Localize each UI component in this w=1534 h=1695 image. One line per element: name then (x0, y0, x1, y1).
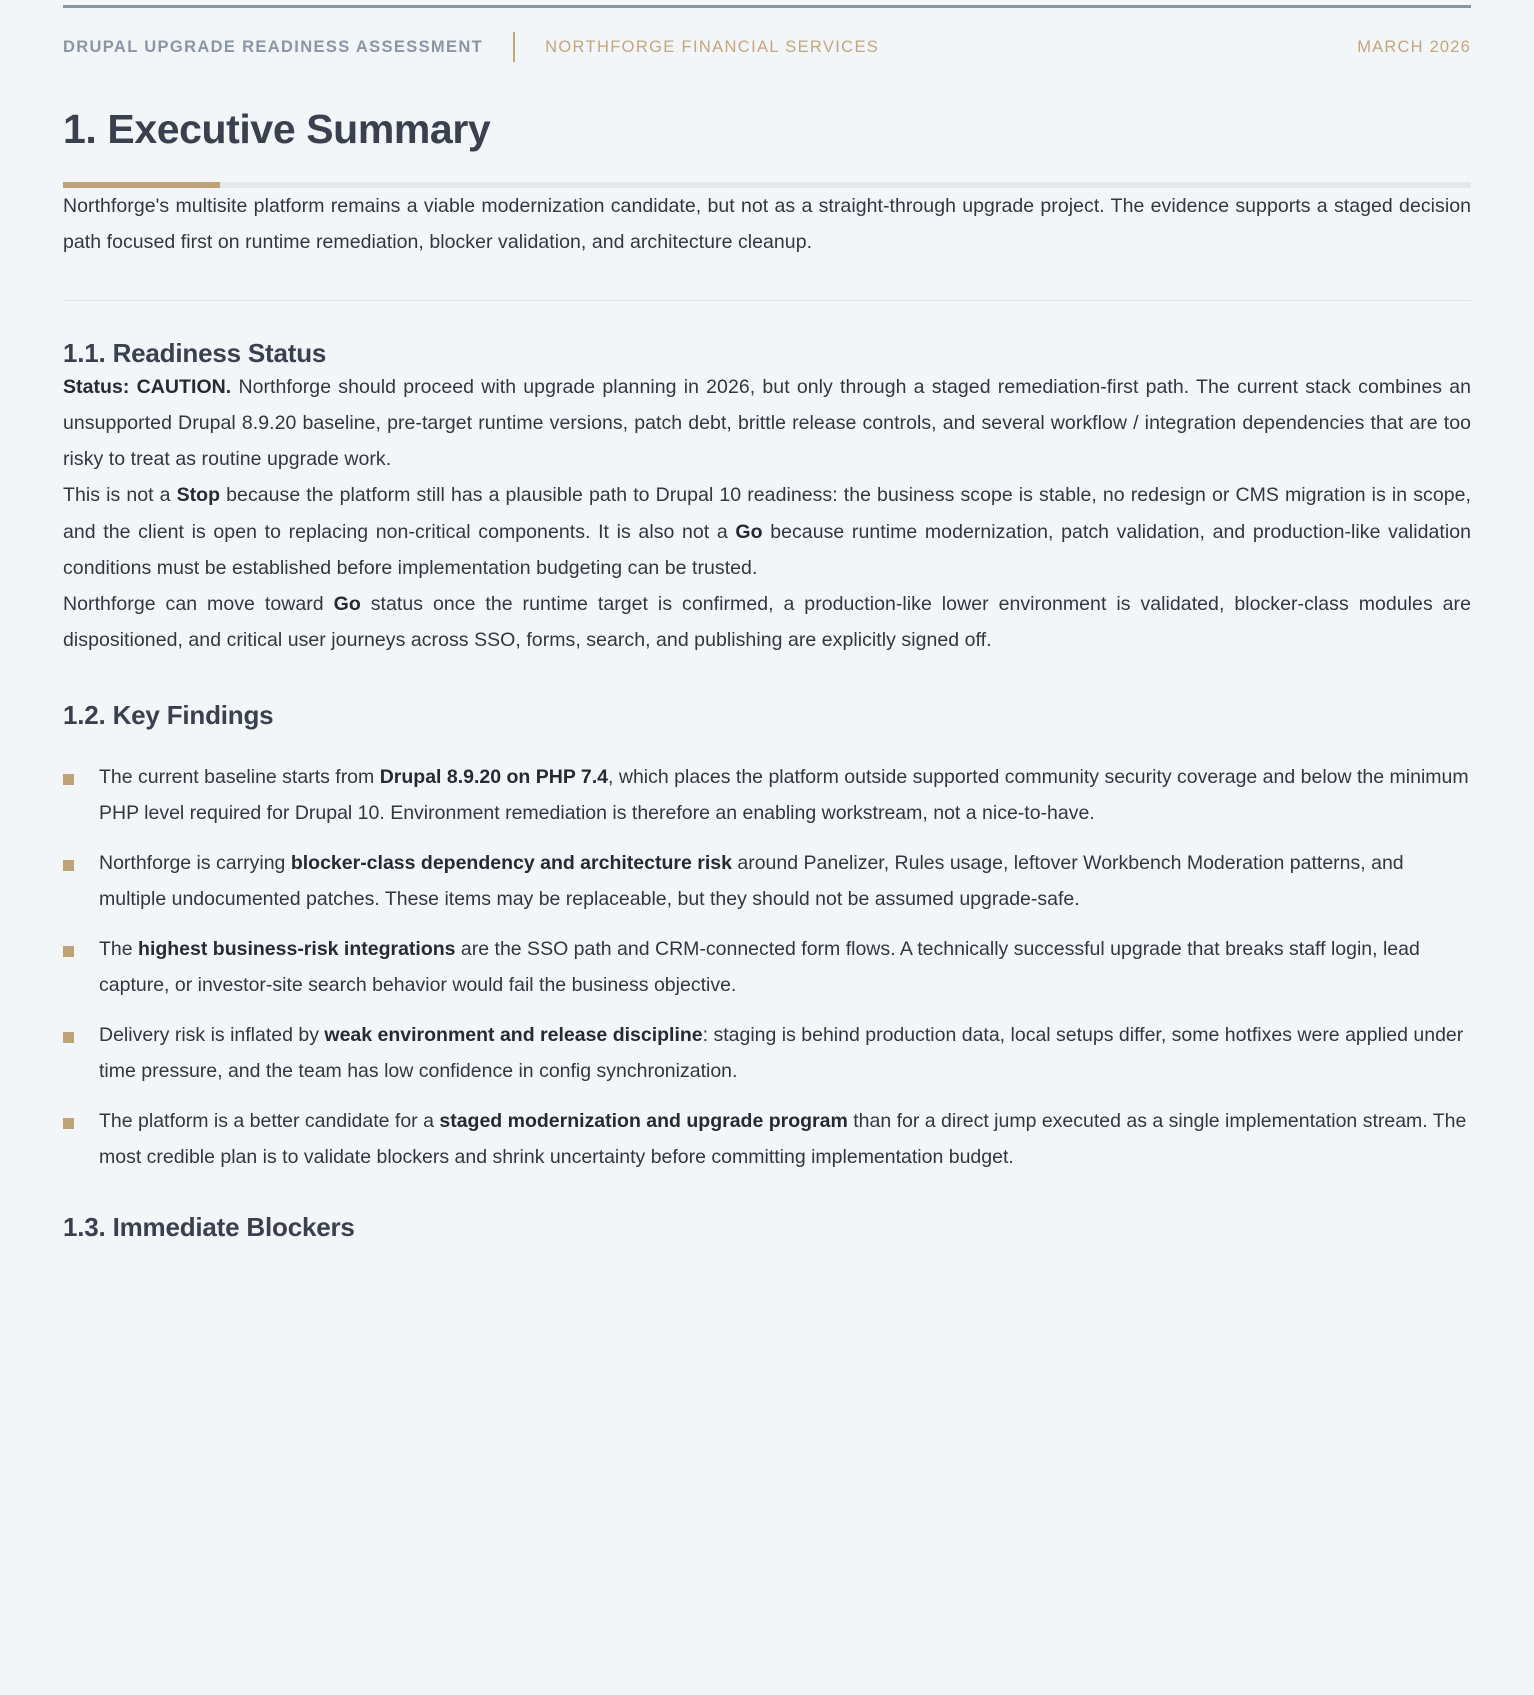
bullet-square-icon (63, 1032, 74, 1043)
readiness-paragraph-2 (63, 477, 1471, 585)
header-client-name: NORTHFORGE FINANCIAL SERVICES (545, 37, 880, 56)
header-document-title: DRUPAL UPGRADE READINESS ASSESSMENT (63, 37, 484, 56)
page-top-rule (63, 5, 1471, 8)
heading-readiness-status: 1.1. Readiness Status (63, 338, 327, 369)
finding-post: around Panelizer, Rules usage, leftover Workbench Moderation patterns, and multiple undocumented patches. These items may be replaceable, but they should not be assumed upgrade-safe. (99, 851, 1404, 910)
finding-post: are the SSO path and CRM-connected form flows. A technically successful upgrade that breaks staff login, lead capture, or investor-site search behavior would fail the business objective. (99, 938, 1420, 997)
finding-pre: Delivery risk is inflated by (99, 1024, 325, 1047)
list-item (63, 1103, 1471, 1175)
list-item (63, 931, 1471, 1003)
title-underline (63, 182, 1471, 188)
finding-bold: weak environment and release discipline (324, 1024, 703, 1047)
list-item (63, 759, 1471, 831)
finding-bold: blocker-class dependency and architecture risk (290, 851, 732, 874)
list-item (63, 1017, 1471, 1089)
status-badge: Status: CAUTION. (63, 376, 232, 399)
finding-pre: The platform is a better candidate for a (99, 1110, 440, 1133)
key-findings-list (63, 759, 1471, 1176)
section-divider (63, 300, 1471, 301)
intro-paragraph: Northforge's multisite platform remains a viable modernization candidate, but not as a straight-through upgrade project. The evidence supports a staged decision path focused first on runtime remediation, blocker validation, and architecture cleanup. (63, 195, 1471, 254)
readiness-p3-go: Go (333, 592, 361, 615)
finding-bold: highest business-risk integrations (138, 938, 456, 961)
heading-key-findings: 1.2. Key Findings (63, 699, 274, 730)
bullet-square-icon (63, 946, 74, 957)
finding-bold: staged modernization and upgrade program (439, 1110, 848, 1133)
readiness-p2-c: because the platform still has a plausible path to Drupal 10 readiness: the business scope is stable, no redesign or CMS migration is in scope, and the client is open to replacing non-critical components. It is also not a (63, 484, 1471, 543)
readiness-p3-a: Northforge can move toward (63, 592, 334, 615)
bullet-square-icon (63, 1118, 74, 1129)
bullet-square-icon (63, 774, 74, 785)
finding-post: : staging is behind production data, local setups differ, some hotfixes were applied under time pressure, and the team has low confidence in config synchronization. (99, 1024, 1464, 1083)
running-header (63, 32, 1471, 62)
finding-post: , which places the platform outside supported community security coverage and below the minimum PHP level required for Drupal 10. Environment remediation is therefore an enabling workstream, not a nice-to-have. (99, 765, 1469, 824)
header-divider (513, 32, 515, 62)
readiness-p3-c: status once the runtime target is confirmed, a production-like lower environment is validated, blocker-class modules are dispositioned, and critical user journeys across SSO, forms, search, and publishing are explicitly signed off. (63, 592, 1471, 651)
header-date: MARCH 2026 (1357, 37, 1471, 56)
readiness-p2-e: because runtime modernization, patch validation, and production-like validation conditions must be established before implementation budgeting can be trusted. (63, 520, 1472, 579)
finding-pre: The (99, 938, 139, 961)
readiness-paragraph-3 (63, 586, 1471, 658)
finding-pre: Northforge is carrying (99, 851, 291, 874)
readiness-p2-go: Go (735, 520, 763, 543)
document-page (0, 5, 1534, 1243)
title-accent-bar (63, 182, 220, 188)
heading-immediate-blockers: 1.3. Immediate Blockers (63, 1212, 355, 1243)
finding-pre: The current baseline starts from (99, 765, 380, 788)
list-item (63, 845, 1471, 917)
readiness-p2-a: This is not a (63, 484, 177, 507)
finding-post: than for a direct jump executed as a single implementation stream. The most credible plan is to validate blockers and shrink uncertainty before committing implementation budget. (99, 1110, 1467, 1169)
bullet-square-icon (63, 860, 74, 871)
readiness-paragraph-1-rest: Northforge should proceed with upgrade planning in 2026, but only through a staged remediation-first path. The current stack combines an unsupported Drupal 8.9.20 baseline, pre-target runtime versions, patch debt, brittle release controls, and several workflow / integration dependencies that are too risky to treat as routine upgrade work. (63, 376, 1471, 471)
readiness-paragraph-1 (63, 369, 1471, 477)
page-title: 1. Executive Summary (63, 106, 491, 152)
finding-bold: Drupal 8.9.20 on PHP 7.4 (379, 765, 609, 788)
readiness-p2-stop: Stop (176, 484, 221, 507)
